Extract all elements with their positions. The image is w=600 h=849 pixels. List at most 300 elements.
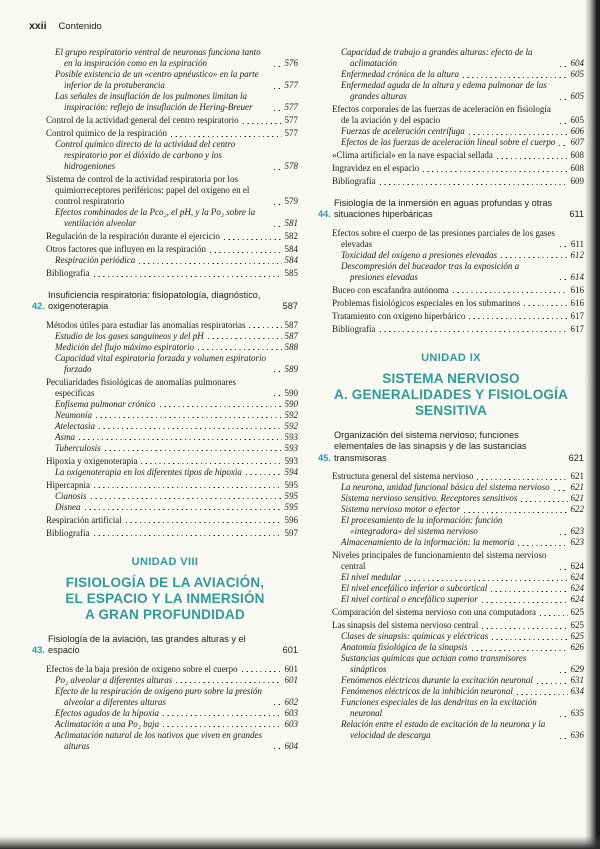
toc-chapter — [32, 634, 298, 657]
toc-column-right — [318, 47, 584, 752]
entry-text: Tratamiento con oxígeno hiperbárico — [332, 310, 466, 321]
toc-entry — [318, 493, 584, 504]
page-number: 601 — [282, 645, 298, 656]
entry-text: El nivel medular — [341, 572, 401, 583]
page-number: 593 — [284, 431, 298, 442]
toc-entry — [32, 244, 298, 255]
toc-entry — [318, 515, 584, 537]
page-number: 578 — [284, 161, 298, 171]
toc-entry — [32, 467, 298, 478]
entry-text: Efectos combinados de la Pco₂, el pH, y la Po₂ sobre la ventilación alveolar — [55, 207, 256, 228]
page-number: 601 — [284, 663, 298, 674]
chapter-number: 45. — [318, 452, 331, 463]
page-number: 581 — [284, 218, 298, 228]
entry-text: La oxigenoterapia en los diferentes tipos de hipoxia — [55, 466, 242, 477]
dot-leader — [501, 257, 567, 259]
dot-leader — [477, 478, 567, 480]
page-number: 625 — [570, 620, 584, 631]
dot-leader — [464, 511, 568, 513]
entry-text: Enfermedad aguda de la altura y edema pulmonar de las grandes alturas — [341, 80, 547, 101]
page-number: 614 — [570, 271, 584, 282]
page-number: 595 — [284, 479, 298, 490]
toc-entry — [32, 342, 298, 353]
dot-leader — [517, 693, 568, 695]
dot-leader — [274, 395, 282, 397]
page-number: 587 — [282, 301, 298, 312]
dot-leader — [208, 338, 282, 340]
toc-entry — [32, 410, 298, 421]
dot-leader — [160, 406, 282, 408]
page-number: 604 — [570, 58, 584, 68]
dot-leader — [524, 305, 567, 307]
page-number: 582 — [284, 231, 298, 241]
dot-leader — [85, 509, 282, 511]
page-number: 588 — [284, 341, 298, 352]
toc-entry — [318, 285, 584, 296]
dot-leader — [469, 133, 568, 135]
toc-entry — [318, 653, 584, 675]
dot-leader — [91, 498, 282, 500]
page-number: 596 — [284, 514, 298, 525]
entry-text: Buceo con escafandra autónoma — [332, 284, 449, 295]
unit-title-line: EL ESPACIO Y LA INMERSIÓN — [65, 590, 265, 606]
toc-chapter — [32, 290, 298, 313]
toc-entry — [32, 268, 298, 279]
page-edge-right — [585, 0, 600, 849]
entry-text: Hipercapnia — [46, 479, 90, 490]
toc-entry — [318, 642, 584, 653]
toc-columns — [32, 47, 584, 752]
page-number: 603 — [284, 718, 298, 729]
page-number: 621 — [570, 482, 584, 493]
page-number: 616 — [570, 284, 584, 295]
entry-text: Bibliografía — [46, 268, 90, 278]
toc-entry — [318, 504, 584, 515]
page-number: 617 — [570, 310, 584, 321]
page-edge-bottom — [0, 836, 600, 849]
entry-text: Enfermedad crónica de la altura — [341, 69, 459, 79]
dot-leader — [210, 251, 282, 253]
dot-leader — [560, 98, 568, 100]
dot-leader — [141, 463, 281, 465]
page-number: 635 — [570, 708, 584, 719]
toc-entry — [32, 399, 298, 410]
toc-entry — [318, 697, 584, 719]
dot-leader — [560, 715, 568, 717]
toc-entry — [318, 537, 584, 548]
unit-title-line: FISIOLOGÍA DE LA AVIACIÓN, — [65, 574, 265, 590]
dot-leader — [423, 170, 567, 172]
entry-text: Sustancias químicas que actúan como transmisores sinápticos — [341, 653, 527, 675]
entry-text: Fenómenos eléctricos de la inhibición neuronal — [341, 686, 513, 697]
chapter-title: Organización del sistema nervioso; funciones elementales de las sinapsis y de las sustancias transmisoras — [334, 429, 527, 463]
dot-leader — [242, 671, 282, 673]
chapter-number: 43. — [32, 645, 45, 656]
dot-leader — [243, 122, 282, 124]
entry-text: Control químico directo de la actividad del centro respiratorio por el dióxido de carbono y los hidrogeniones — [55, 139, 236, 171]
entry-text: Disnea — [55, 501, 81, 512]
toc-entry — [32, 719, 298, 730]
page-number: 608 — [570, 150, 584, 160]
entry-text: Métodos útiles para estudiar las anomalías respiratorias — [46, 319, 246, 330]
unit-label: UNIDAD IX — [421, 351, 481, 364]
running-head — [29, 20, 102, 32]
entry-text: Control químico de la respiración — [46, 128, 167, 138]
page-number: 577 — [284, 102, 298, 112]
toc-entry — [32, 432, 298, 443]
page-number: 631 — [570, 675, 584, 686]
dot-leader — [274, 87, 282, 89]
page-number: 590 — [284, 387, 298, 398]
unit-heading — [322, 352, 580, 419]
toc-entry — [318, 298, 584, 309]
entry-text: Aclimatación a una Po₂ baja — [55, 718, 160, 729]
page-number: 624 — [570, 583, 584, 594]
entry-text: Efectos corporales de las fuerzas de aceleración en fisiología de la aviación y del espacio — [332, 104, 551, 125]
page-number: 592 — [284, 409, 298, 420]
unit-title-line: SISTEMA NERVIOSO — [382, 370, 520, 386]
page-number: 595 — [284, 501, 298, 512]
entry-text: El grupo respiratorio ventral de neuronas funciona tanto en la inspiración como en la espiración — [55, 47, 261, 68]
chapter-title: Fisiología de la inmersión en aguas profundas y otras situaciones hiperbáricas — [334, 198, 553, 220]
dot-leader — [560, 122, 568, 124]
dot-leader — [274, 225, 282, 227]
entry-text: Aclimatación natural de los nativos que viven en grandes alturas — [55, 729, 262, 751]
dot-leader — [96, 417, 282, 419]
page-number: 607 — [570, 137, 584, 147]
page-number: 604 — [284, 740, 298, 751]
dot-leader — [380, 183, 568, 185]
dot-leader — [560, 246, 568, 248]
dot-leader — [469, 318, 567, 320]
toc-entry — [32, 686, 298, 708]
dot-leader — [163, 726, 281, 728]
dot-leader — [274, 65, 282, 67]
entry-text: Respiración artificial — [46, 514, 122, 525]
dot-leader — [79, 439, 282, 441]
unit-title-line: SENSITIVA — [414, 402, 488, 418]
entry-text: Comparación del sistema nervioso con una computadora — [332, 607, 536, 618]
page-number: 621 — [570, 471, 584, 482]
page-number: 587 — [284, 319, 298, 330]
entry-text: Tuberculosis — [55, 442, 101, 453]
page-number: 634 — [570, 686, 584, 697]
toc-entry — [32, 174, 298, 207]
toc-entry — [318, 47, 584, 69]
entry-text: Otros factores que influyen en la respiración — [46, 244, 206, 254]
page-number: 592 — [284, 420, 298, 431]
page-number: 577 — [284, 80, 298, 90]
entry-text: Fenómenos eléctricos durante la excitación neuronal — [341, 675, 533, 686]
entry-text: Sistema de control de la actividad respiratoria por los quimiorreceptores periféricos: papel del oxígeno en el control respiratorio — [46, 174, 250, 206]
dot-leader — [198, 349, 282, 351]
page-number: 595 — [284, 490, 298, 501]
dot-leader — [94, 275, 282, 277]
page-number: 605 — [570, 69, 584, 79]
toc-entry — [318, 686, 584, 697]
entry-text: Hipoxia y oxigenoterapia — [46, 455, 138, 466]
page-number: 577 — [284, 115, 298, 125]
toc-entry — [32, 377, 298, 399]
page-number: 622 — [570, 504, 584, 515]
toc-entry — [318, 620, 584, 631]
dot-leader — [274, 168, 282, 170]
page-number: 625 — [570, 607, 584, 618]
dot-leader — [176, 682, 281, 684]
entry-text: El procesamiento de la información: función «integradora» del sistema nervioso — [341, 515, 503, 537]
entry-text: Sistema nervioso motor o efector — [341, 504, 460, 515]
unit-title — [36, 575, 294, 623]
entry-text: El nivel cortical o encefálico superior — [341, 594, 478, 605]
chapter-title: Fisiología de la aviación, las grandes alturas y el espacio — [48, 633, 246, 656]
dot-leader — [472, 649, 568, 651]
toc-entry — [318, 324, 584, 335]
page-number: 609 — [570, 176, 584, 186]
entry-text: Descompresión del buceador tras la exposición a presiones elevadas — [341, 260, 520, 282]
toc-entry — [32, 491, 298, 502]
toc-chapter — [318, 198, 584, 221]
entry-text: Po₂ alveolar a diferentes alturas — [55, 674, 173, 685]
entry-text: Anatomía fisiológica de la sinapsis — [341, 642, 468, 653]
entry-text: Bibliografía — [332, 323, 376, 334]
entry-text: Efectos de la baja presión de oxígeno sobre el cuerpo — [46, 663, 238, 674]
toc-entry — [318, 719, 584, 741]
toc-entry — [318, 137, 584, 148]
entry-text: Neumonía — [55, 409, 92, 420]
dot-leader — [274, 371, 282, 373]
page-number: 593 — [284, 442, 298, 453]
dot-leader — [521, 500, 567, 502]
entry-text: Efectos sobre el cuerpo de las presiones parciales de los gases elevadas — [332, 227, 555, 249]
toc-entry — [32, 207, 298, 229]
page-number: 587 — [284, 330, 298, 341]
page-number: 584 — [284, 244, 298, 254]
entry-text: Efecto de la respiración de oxígeno puro sobre la presión alveolar a diferentes alturas — [55, 685, 262, 707]
dot-leader — [554, 489, 568, 491]
page-number: 584 — [284, 255, 298, 265]
entry-text: Asma — [55, 431, 75, 442]
toc-entry — [32, 443, 298, 454]
page-number: 589 — [284, 363, 298, 374]
entry-text: Capacidad de trabajo a grandes alturas: efecto de la aclimatación — [341, 47, 533, 68]
unit-title-line: A GRAN PROFUNDIDAD — [85, 606, 245, 622]
dot-leader — [491, 590, 567, 592]
entry-text: Niveles principales de funcionamiento del sistema nervioso central — [332, 550, 547, 572]
dot-leader — [274, 704, 282, 706]
toc-entry — [318, 471, 584, 482]
entry-text: «Clima artificial» en la nave espacial sellada — [332, 150, 493, 160]
entry-text: Peculiaridades fisiológicas de anomalías pulmonares específicas — [46, 376, 236, 398]
page-number: 603 — [284, 707, 298, 718]
page-number: 623 — [570, 537, 584, 548]
dot-leader — [482, 601, 568, 603]
page-number: 617 — [570, 323, 584, 334]
toc-entry — [318, 261, 584, 283]
dot-leader — [163, 715, 282, 717]
page-number: 621 — [570, 493, 584, 504]
entry-text: Medición del flujo máximo espiratorio — [55, 341, 194, 352]
page-number: 616 — [570, 297, 584, 308]
dot-leader — [560, 279, 568, 281]
toc-entry — [318, 607, 584, 618]
toc-entry — [32, 515, 298, 526]
dot-leader — [560, 533, 568, 535]
dot-leader — [171, 135, 282, 137]
entry-text: Cianosis — [55, 490, 87, 501]
toc-entry — [32, 730, 298, 752]
dot-leader — [249, 327, 281, 329]
dot-leader — [463, 76, 568, 78]
toc-entry — [32, 675, 298, 686]
entry-text: Bibliografía — [46, 527, 90, 538]
entry-text: Ingravidez en el espacio — [332, 163, 420, 173]
entry-text: Fuerzas de aceleración centrífuga — [341, 126, 465, 136]
entry-text: Las sinapsis del sistema nervioso central — [332, 620, 479, 631]
toc-entry — [32, 456, 298, 467]
entry-text: Bibliografía — [332, 176, 376, 186]
dot-leader — [139, 262, 281, 264]
entry-text: Efectos agudos de la hipoxia — [55, 707, 159, 718]
page-number: 624 — [570, 561, 584, 572]
dot-leader — [405, 579, 568, 581]
dot-leader — [537, 682, 568, 684]
toc-column-left — [32, 47, 298, 752]
dot-leader — [274, 109, 282, 111]
entry-text: Atelectasia — [55, 420, 95, 431]
toc-entry — [318, 150, 584, 161]
page-number: 605 — [570, 91, 584, 101]
toc-entry — [32, 353, 298, 375]
entry-text: Estudio de los gases sanguíneos y del pH — [55, 330, 204, 341]
entry-text: Funciones especiales de las dendritas en la excitación neuronal — [341, 697, 537, 719]
toc-entry — [318, 631, 584, 642]
running-head-title: Contenido — [58, 21, 102, 32]
toc-entry — [318, 572, 584, 583]
toc-entry — [32, 91, 298, 113]
unit-label: UNIDAD VIII — [131, 555, 199, 568]
toc-entry — [318, 675, 584, 686]
toc-entry — [318, 594, 584, 605]
unit-title — [322, 371, 580, 419]
page-number: 594 — [284, 466, 298, 477]
entry-text: Respiración periódica — [55, 255, 136, 265]
page-number: 621 — [568, 452, 584, 463]
dot-leader — [497, 157, 568, 159]
page-number: 626 — [570, 642, 584, 653]
toc-entry — [32, 708, 298, 719]
toc-entry — [318, 176, 584, 187]
toc-entry — [32, 231, 298, 242]
toc-entry — [32, 139, 298, 172]
toc-entry — [318, 126, 584, 137]
page-number: 606 — [570, 126, 584, 136]
toc-entry — [318, 250, 584, 261]
page-number: 611 — [570, 238, 584, 249]
entry-text: Almacenamiento de la información: la memoria — [341, 537, 515, 548]
page-number: 579 — [284, 196, 298, 206]
toc-entry — [32, 128, 298, 139]
toc-entry — [32, 320, 298, 331]
unit-heading — [36, 556, 294, 623]
dot-leader — [540, 614, 568, 616]
dot-leader — [94, 535, 282, 537]
dot-leader — [560, 671, 568, 673]
page-folio: xxii — [29, 20, 47, 32]
dot-leader — [94, 487, 282, 489]
toc-chapter — [318, 430, 584, 464]
page-number: 625 — [570, 631, 584, 642]
page-number: 624 — [570, 594, 584, 605]
toc-entry — [318, 163, 584, 174]
page-number: 612 — [570, 249, 584, 260]
chapter-title: Insuficiencia respiratoria: fisiopatología, diagnóstico, oxigenoterapia — [48, 290, 261, 312]
entry-text: Control de la actividad general del centro respiratorio — [46, 115, 239, 125]
toc-entry — [318, 311, 584, 322]
dot-leader — [559, 144, 567, 146]
toc-entry — [318, 80, 584, 102]
toc-entry — [318, 104, 584, 126]
dot-leader — [224, 238, 282, 240]
page-number: 629 — [570, 664, 584, 675]
entry-text: Posible existencia de un «centro apnéustico» en la parte inferior de la protuberancia — [55, 69, 259, 90]
toc-entry — [32, 115, 298, 126]
entry-text: Regulación de la respiración durante el ejercicio — [46, 231, 220, 241]
toc-entry — [32, 528, 298, 539]
page-number: 605 — [570, 115, 584, 125]
page-number: 611 — [569, 209, 584, 220]
chapter-number: 44. — [318, 209, 331, 220]
entry-text: Toxicidad del oxígeno a presiones elevadas — [341, 249, 498, 260]
entry-text: Capacidad vital espiratoria forzada y volumen espiratorio forzado — [55, 352, 266, 374]
page-number: 597 — [284, 527, 298, 538]
unit-title-line: A. GENERALIDADES Y FISIOLOGÍA — [333, 386, 569, 402]
toc-entry — [318, 550, 584, 572]
entry-text: El nivel encefálico inferior o subcortical — [341, 583, 488, 594]
entry-text: Efectos de las fuerzas de aceleración lineal sobre el cuerpo — [341, 137, 556, 147]
page-number: 576 — [284, 58, 298, 68]
dot-leader — [246, 474, 282, 476]
toc-entry — [318, 69, 584, 80]
toc-entry — [32, 255, 298, 266]
dot-leader — [126, 522, 282, 524]
toc-entry — [318, 482, 584, 493]
page-number: 577 — [284, 128, 298, 138]
toc-entry — [32, 69, 298, 91]
dot-leader — [274, 748, 282, 750]
dot-leader — [274, 203, 282, 205]
dot-leader — [560, 65, 568, 67]
toc-entry — [32, 664, 298, 675]
dot-leader — [492, 638, 567, 640]
entry-text: Sistema nervioso sensitivo. Receptores sensitivos — [341, 493, 518, 504]
entry-text: Enfisema pulmonar crónico — [55, 398, 156, 409]
entry-text: Relación entre el estado de excitación de la neurona y la velocidad de descarga — [341, 719, 546, 741]
toc-entry — [32, 331, 298, 342]
dot-leader — [560, 568, 568, 570]
dot-leader — [380, 331, 568, 333]
page-number: 624 — [570, 572, 584, 583]
chapter-number: 42. — [32, 301, 45, 312]
toc-entry — [32, 480, 298, 491]
dot-leader — [99, 428, 282, 430]
page-number: 593 — [284, 455, 298, 466]
dot-leader — [518, 544, 567, 546]
entry-text: La neurona, unidad funcional básica del sistema nervioso — [341, 482, 550, 493]
dot-leader — [105, 450, 282, 452]
page-number: 636 — [570, 730, 584, 741]
page-number: 601 — [284, 674, 298, 685]
page-number: 623 — [570, 526, 584, 537]
